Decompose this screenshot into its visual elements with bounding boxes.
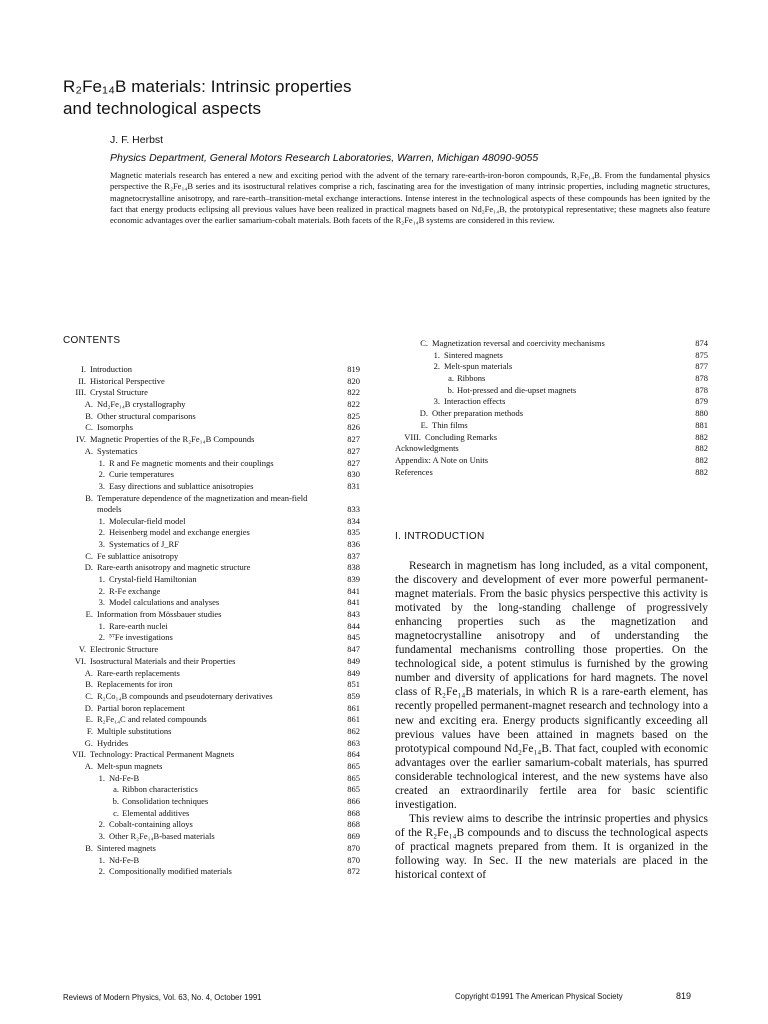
toc-entry [60, 703, 360, 715]
toc-entry-title: Curie temperatures [109, 469, 174, 480]
toc-entry [60, 784, 360, 796]
toc-entry-page: 822 [347, 387, 360, 398]
toc-entry-number: 2. [98, 527, 105, 538]
toc-entry-page: 868 [347, 819, 360, 830]
toc-entry-title: Rare-earth nuclei [109, 620, 168, 631]
toc-entry-page: 877 [695, 361, 708, 372]
toc-entry-page: 882 [695, 431, 708, 442]
toc-entry-title: R₂Fe₁₄C and related compounds [97, 714, 207, 725]
toc-entry-title: R₂Co₁₄B compounds and pseudoternary derivatives [97, 690, 273, 701]
toc-entry-title: Interaction effects [444, 396, 506, 407]
toc-entry-number: A. [84, 667, 93, 678]
toc-entry-page: 864 [347, 749, 360, 760]
author: J. F. Herbst [110, 134, 164, 146]
toc-entry [395, 350, 708, 362]
toc-entry-page: 861 [347, 714, 360, 725]
toc-entry-title: Heisenberg model and exchange energies [109, 527, 250, 538]
toc-entry-number: c. [113, 807, 119, 818]
introduction-heading: I. INTRODUCTION [395, 531, 485, 542]
toc-right-column [395, 338, 708, 478]
toc-entry [60, 691, 360, 703]
toc-entry-number: 2. [433, 361, 440, 372]
toc-entry [60, 446, 360, 458]
toc-entry-page: 839 [347, 574, 360, 584]
paper-title [63, 76, 723, 120]
toc-entry-title: Technology: Practical Permanent Magnets [90, 749, 235, 760]
toc-entry-page: 825 [347, 410, 360, 421]
toc-entry-title: ⁵⁷Fe investigations [109, 632, 173, 643]
toc-entry [395, 408, 708, 420]
toc-entry-number: VI. [74, 655, 86, 666]
toc-entry-page: 878 [695, 384, 708, 395]
toc-entry-number: D. [419, 408, 428, 419]
toc-entry-title: Crystal-field Hamiltonian [109, 574, 197, 584]
toc-entry-number: 2. [98, 632, 105, 643]
toc-entry-page: 820 [347, 375, 360, 386]
toc-entry [395, 361, 708, 373]
toc-entry-number: 1. [98, 457, 105, 468]
toc-entry-title: Rare-earth anisotropy and magnetic structure [97, 562, 251, 573]
toc-entry-page: 827 [347, 434, 360, 445]
toc-entry-page: 845 [347, 632, 360, 643]
toc-entry-title: Magnetic Properties of the R₂Fe₁₄B Compounds [90, 434, 255, 445]
toc-entry [60, 597, 360, 609]
toc-entry-title: Ribbons [457, 373, 486, 384]
toc-entry-page: 874 [695, 338, 708, 348]
toc-entry [60, 399, 360, 411]
toc-entry-title: Introduction [90, 364, 133, 374]
toc-entry-page: 833 [347, 504, 360, 515]
toc-entry-number: C. [85, 690, 93, 701]
toc-entry-number: B. [85, 410, 93, 421]
toc-entry-page: 863 [347, 737, 360, 748]
toc-entry-number: II. [78, 375, 86, 386]
toc-entry-page: 838 [347, 562, 360, 573]
toc-entry-page: 851 [347, 679, 360, 690]
toc-entry-title: Concluding Remarks [425, 431, 498, 442]
toc-entry-number: D. [84, 562, 93, 573]
toc-entry-page: 826 [347, 422, 360, 433]
toc-entry-title: Other preparation methods [432, 408, 524, 419]
toc-entry-page: 861 [347, 702, 360, 713]
toc-entry-title: Other R₂Fe₁₄B-based materials [109, 831, 215, 842]
toc-entry [395, 455, 708, 467]
toc-entry-number: b. [112, 796, 119, 807]
toc-entry-title: Nd-Fe-B [109, 854, 140, 865]
toc-entry [395, 373, 708, 385]
toc-entry-number: VII. [72, 749, 86, 760]
toc-entry-title: Fe sublattice anisotropy [97, 550, 179, 561]
toc-entry-page: 837 [347, 550, 360, 561]
toc-entry [60, 539, 360, 551]
toc-entry [60, 562, 360, 574]
toc-entry-page: 844 [347, 620, 360, 631]
page-number: 819 [676, 991, 692, 1001]
toc-entry-title: Partial boron replacement [97, 702, 185, 713]
toc-entry-title: R and Fe magnetic moments and their couplings [109, 457, 274, 468]
toc-entry-title: Magnetization reversal and coercivity mechanisms [432, 338, 605, 348]
toc-entry-number: 1. [98, 854, 105, 865]
toc-entry-number: E. [85, 714, 93, 725]
toc-entry-number: D. [84, 702, 93, 713]
introduction-paragraph: Research in magnetism has long included, as a vital component, the discovery and development of ever more powerful permanent-magnet materials. From the basic physics perspective this activity is motivated by the long-standing challenge of progressively enhancing properties such as the magnetization and magnetocrystalline anisotropy and of understanding the fundamental mechanisms controlling those properties. On the technological side, a potent stimulus is furnished by the growing number and diversity of applications for hard magnets. The novel class of R₂Fe₁₄B materials, in which R is a rare-earth element, has recently propelled permanent-magnet research and technology into a new and exciting era. Energy products significantly exceeding all previous values have been attained in magnets based on the prototypical compound Nd₂Fe₁₄B. That fact, coupled with economic advantages over the earlier samarium-cobalt materials, has spurred considerable technological interest, and the new systems have also created an extraordinarily fertile area for basic scientific investigation. [395, 560, 708, 811]
toc-entry-page: 865 [347, 761, 360, 771]
toc-entry [395, 385, 708, 397]
toc-entry-title: Crystal Structure [90, 387, 148, 398]
toc-entry [60, 773, 360, 785]
toc-entry-number: 3. [98, 480, 105, 491]
toc-entry-title: Model calculations and analyses [109, 597, 220, 608]
toc-entry-page: 830 [347, 469, 360, 480]
toc-entry-page: 819 [347, 364, 360, 374]
toc-entry-page: 882 [695, 443, 708, 454]
toc-entry-number: V. [78, 644, 86, 655]
toc-entry-page: 849 [347, 667, 360, 678]
toc-entry [60, 376, 360, 388]
toc-entry-number: B. [85, 842, 93, 853]
toc-entry-page: 847 [347, 644, 360, 655]
toc-entry [60, 819, 360, 831]
toc-entry-page: 879 [695, 396, 708, 407]
toc-entry-page: 875 [695, 349, 708, 360]
toc-entry-title: Nd-Fe-B [109, 772, 140, 783]
toc-entry-page: 869 [347, 831, 360, 842]
toc-entry-title: Systematics of J_RF [109, 538, 179, 549]
toc-entry-number: I. [81, 364, 86, 374]
toc-entry-number: a. [448, 373, 454, 384]
toc-entry-title: Easy directions and sublattice anisotropies [109, 480, 254, 491]
toc-entry-title: Multiple substitutions [97, 725, 172, 736]
toc-entry-title: Hot-pressed and die-upset magnets [457, 384, 577, 395]
toc-entry [60, 644, 360, 656]
toc-entry [60, 516, 360, 528]
toc-entry-page: 827 [347, 457, 360, 468]
toc-entry-page: 835 [347, 527, 360, 538]
toc-entry-number: A. [84, 761, 93, 771]
toc-entry-title: Sintered magnets [444, 349, 503, 360]
toc-entry [60, 668, 360, 680]
toc-entry-page: 878 [695, 373, 708, 384]
toc-entry [60, 469, 360, 481]
toc-entry-page: 841 [347, 597, 360, 608]
toc-entry [60, 609, 360, 621]
toc-entry [60, 527, 360, 539]
toc-entry-title: Temperature dependence of the magnetization and mean-field models [97, 492, 308, 515]
toc-entry-number: 3. [98, 538, 105, 549]
toc-entry-number: F. [86, 725, 93, 736]
toc-entry-number: B. [85, 679, 93, 690]
toc-entry-number: C. [85, 422, 93, 433]
toc-entry-page: 865 [347, 772, 360, 783]
toc-entry-title: Melt-spun materials [444, 361, 513, 372]
toc-entry-number: 1. [98, 574, 105, 584]
toc-entry [60, 831, 360, 843]
toc-entry [60, 574, 360, 586]
toc-entry-number: A. [84, 445, 93, 456]
introduction-paragraph: This review aims to describe the intrinsic properties and physics of the R₂Fe₁₄B compounds and to discuss the technological aspects of practical magnets prepared from them. It is organized in the following way. In Sec. II the new materials are placed in the historical context of [395, 812, 708, 882]
toc-entry-number: B. [85, 492, 93, 503]
toc-entry-number: 2. [98, 819, 105, 830]
toc-entry-title: Other structural comparisons [97, 410, 196, 421]
toc-entry-title: Melt-spun magnets [97, 761, 163, 771]
toc-entry-number: a. [113, 784, 119, 795]
toc-entry-title: Hydrides [97, 737, 129, 748]
toc-entry-number: VIII. [404, 431, 421, 442]
toc-entry-title: Elemental additives [122, 807, 190, 818]
toc-entry-page: 831 [347, 480, 360, 491]
toc-entry [395, 432, 708, 444]
toc-entry-title: Cobalt-containing alloys [109, 819, 193, 830]
toc-entry-number: b. [447, 384, 454, 395]
toc-entry-title: Electronic Structure [90, 644, 159, 655]
toc-entry [60, 808, 360, 820]
toc-entry-page: 862 [347, 725, 360, 736]
toc-entry-title: Isomorphs [97, 422, 133, 433]
toc-entry-number: E. [420, 419, 428, 430]
copyright-notice: Copyright ©1991 The American Physical Society [455, 992, 623, 1001]
introduction-body [395, 559, 708, 882]
toc-entry [60, 796, 360, 808]
toc-entry [60, 493, 360, 516]
toc-entry [60, 586, 360, 598]
toc-entry [60, 679, 360, 691]
toc-entry-number: A. [84, 399, 93, 410]
toc-entry-page: 836 [347, 538, 360, 549]
toc-entry-page: 827 [347, 445, 360, 456]
toc-entry-title: References [395, 466, 433, 477]
toc-entry [60, 621, 360, 633]
toc-entry-title: Systematics [97, 445, 138, 456]
toc-entry-title: R-Fe exchange [109, 585, 161, 596]
toc-entry-page: 866 [347, 796, 360, 807]
abstract: Magnetic materials research has entered a new and exciting period with the advent of the ternary rare-earth-iron-boron compounds, R₂Fe₁₄B. From the fundamental physics perspective the R₂Fe₁₄B series and its isostructural relatives comprise a rich, fascinating area for the investigation of many intrinsic properties, including magnetic structures, magnetocrystalline anisotropy, and rare-earth–transition-metal exchange interactions. Intense interest in the technological aspects of these compounds has been ignited by the fact that energy products eclipsing all previous values have been realized in practical magnets based on Nd₂Fe₁₄B, the prototypical representative; these magnets also feature economic advantages over the earlier samarium-cobalt materials. Both facets of the R₂Fe₁₄B systems are considered in this review. [110, 170, 710, 226]
toc-entry-number: 2. [98, 585, 105, 596]
toc-entry [60, 434, 360, 446]
toc-entry-number: 3. [433, 396, 440, 407]
toc-entry [60, 866, 360, 878]
toc-entry-number: 2. [98, 866, 105, 877]
title-line-1: R₂Fe₁₄B materials: Intrinsic properties [63, 77, 352, 96]
toc-entry [60, 843, 360, 855]
toc-entry [395, 443, 708, 455]
toc-entry [395, 396, 708, 408]
toc-entry-page: 870 [347, 842, 360, 853]
toc-entry [60, 364, 360, 376]
toc-entry-page: 881 [695, 419, 708, 430]
toc-left-column [60, 364, 360, 878]
toc-entry-page: 822 [347, 399, 360, 410]
toc-entry [60, 387, 360, 399]
toc-entry-number: E. [85, 609, 93, 620]
toc-entry [60, 738, 360, 750]
toc-entry-page: 882 [695, 466, 708, 477]
toc-entry-title: Thin films [432, 419, 468, 430]
toc-entry-title: Nd₂Fe₁₄B crystallography [97, 399, 186, 410]
toc-entry-title: Consolidation techniques [122, 796, 209, 807]
toc-entry-page: 843 [347, 609, 360, 620]
toc-entry-title: Isostructural Materials and their Properties [90, 655, 236, 666]
toc-entry-title: Molecular-field model [109, 515, 186, 526]
toc-entry [60, 749, 360, 761]
toc-entry [395, 420, 708, 432]
toc-entry-page: 841 [347, 585, 360, 596]
toc-entry-page: 880 [695, 408, 708, 419]
toc-entry-number: 2. [98, 469, 105, 480]
toc-entry-page: 859 [347, 690, 360, 701]
toc-entry-title: Ribbon characteristics [122, 784, 198, 795]
toc-entry-page: 868 [347, 807, 360, 818]
toc-entry [60, 481, 360, 493]
toc-entry-title: Sintered magnets [97, 842, 156, 853]
toc-entry [60, 656, 360, 668]
toc-entry [60, 422, 360, 434]
toc-entry-title: Historical Perspective [90, 375, 165, 386]
toc-entry-number: C. [420, 338, 428, 348]
toc-entry-page: 865 [347, 784, 360, 795]
toc-entry-page: 834 [347, 515, 360, 526]
toc-entry-number: C. [85, 550, 93, 561]
toc-entry-number: 1. [98, 620, 105, 631]
toc-entry [60, 726, 360, 738]
toc-entry-number: 1. [98, 772, 105, 783]
toc-entry-number: G. [84, 737, 93, 748]
toc-entry [60, 855, 360, 867]
title-line-2: and technological aspects [63, 99, 262, 118]
toc-entry-title: Acknowledgments [395, 443, 459, 454]
journal-citation: Reviews of Modern Physics, Vol. 63, No. 4, October 1991 [63, 993, 262, 1002]
toc-entry [60, 458, 360, 470]
toc-entry-page: 849 [347, 655, 360, 666]
toc-entry-title: Appendix: A Note on Units [395, 454, 489, 465]
toc-entry [60, 714, 360, 726]
toc-entry [60, 632, 360, 644]
toc-entry-title: Replacements for iron [97, 679, 173, 690]
affiliation: Physics Department, General Motors Research Laboratories, Warren, Michigan 48090-9055 [110, 152, 539, 164]
toc-entry [395, 338, 708, 350]
toc-entry-title: Information from Mössbauer studies [97, 609, 222, 620]
toc-entry-title: Compositionally modified materials [109, 866, 232, 877]
toc-entry-number: 3. [98, 597, 105, 608]
toc-entry-number: III. [75, 387, 86, 398]
toc-entry-page: 872 [347, 866, 360, 877]
toc-entry-number: 1. [98, 515, 105, 526]
toc-entry [395, 467, 708, 479]
toc-entry [60, 551, 360, 563]
toc-entry-page: 870 [347, 854, 360, 865]
toc-entry-page: 882 [695, 454, 708, 465]
toc-entry-number: IV. [76, 434, 86, 445]
contents-heading: CONTENTS [63, 335, 121, 346]
toc-entry-number: 3. [98, 831, 105, 842]
toc-entry [60, 411, 360, 423]
toc-entry-number: 1. [433, 349, 440, 360]
toc-entry [60, 761, 360, 773]
toc-entry-title: Rare-earth replacements [97, 667, 180, 678]
